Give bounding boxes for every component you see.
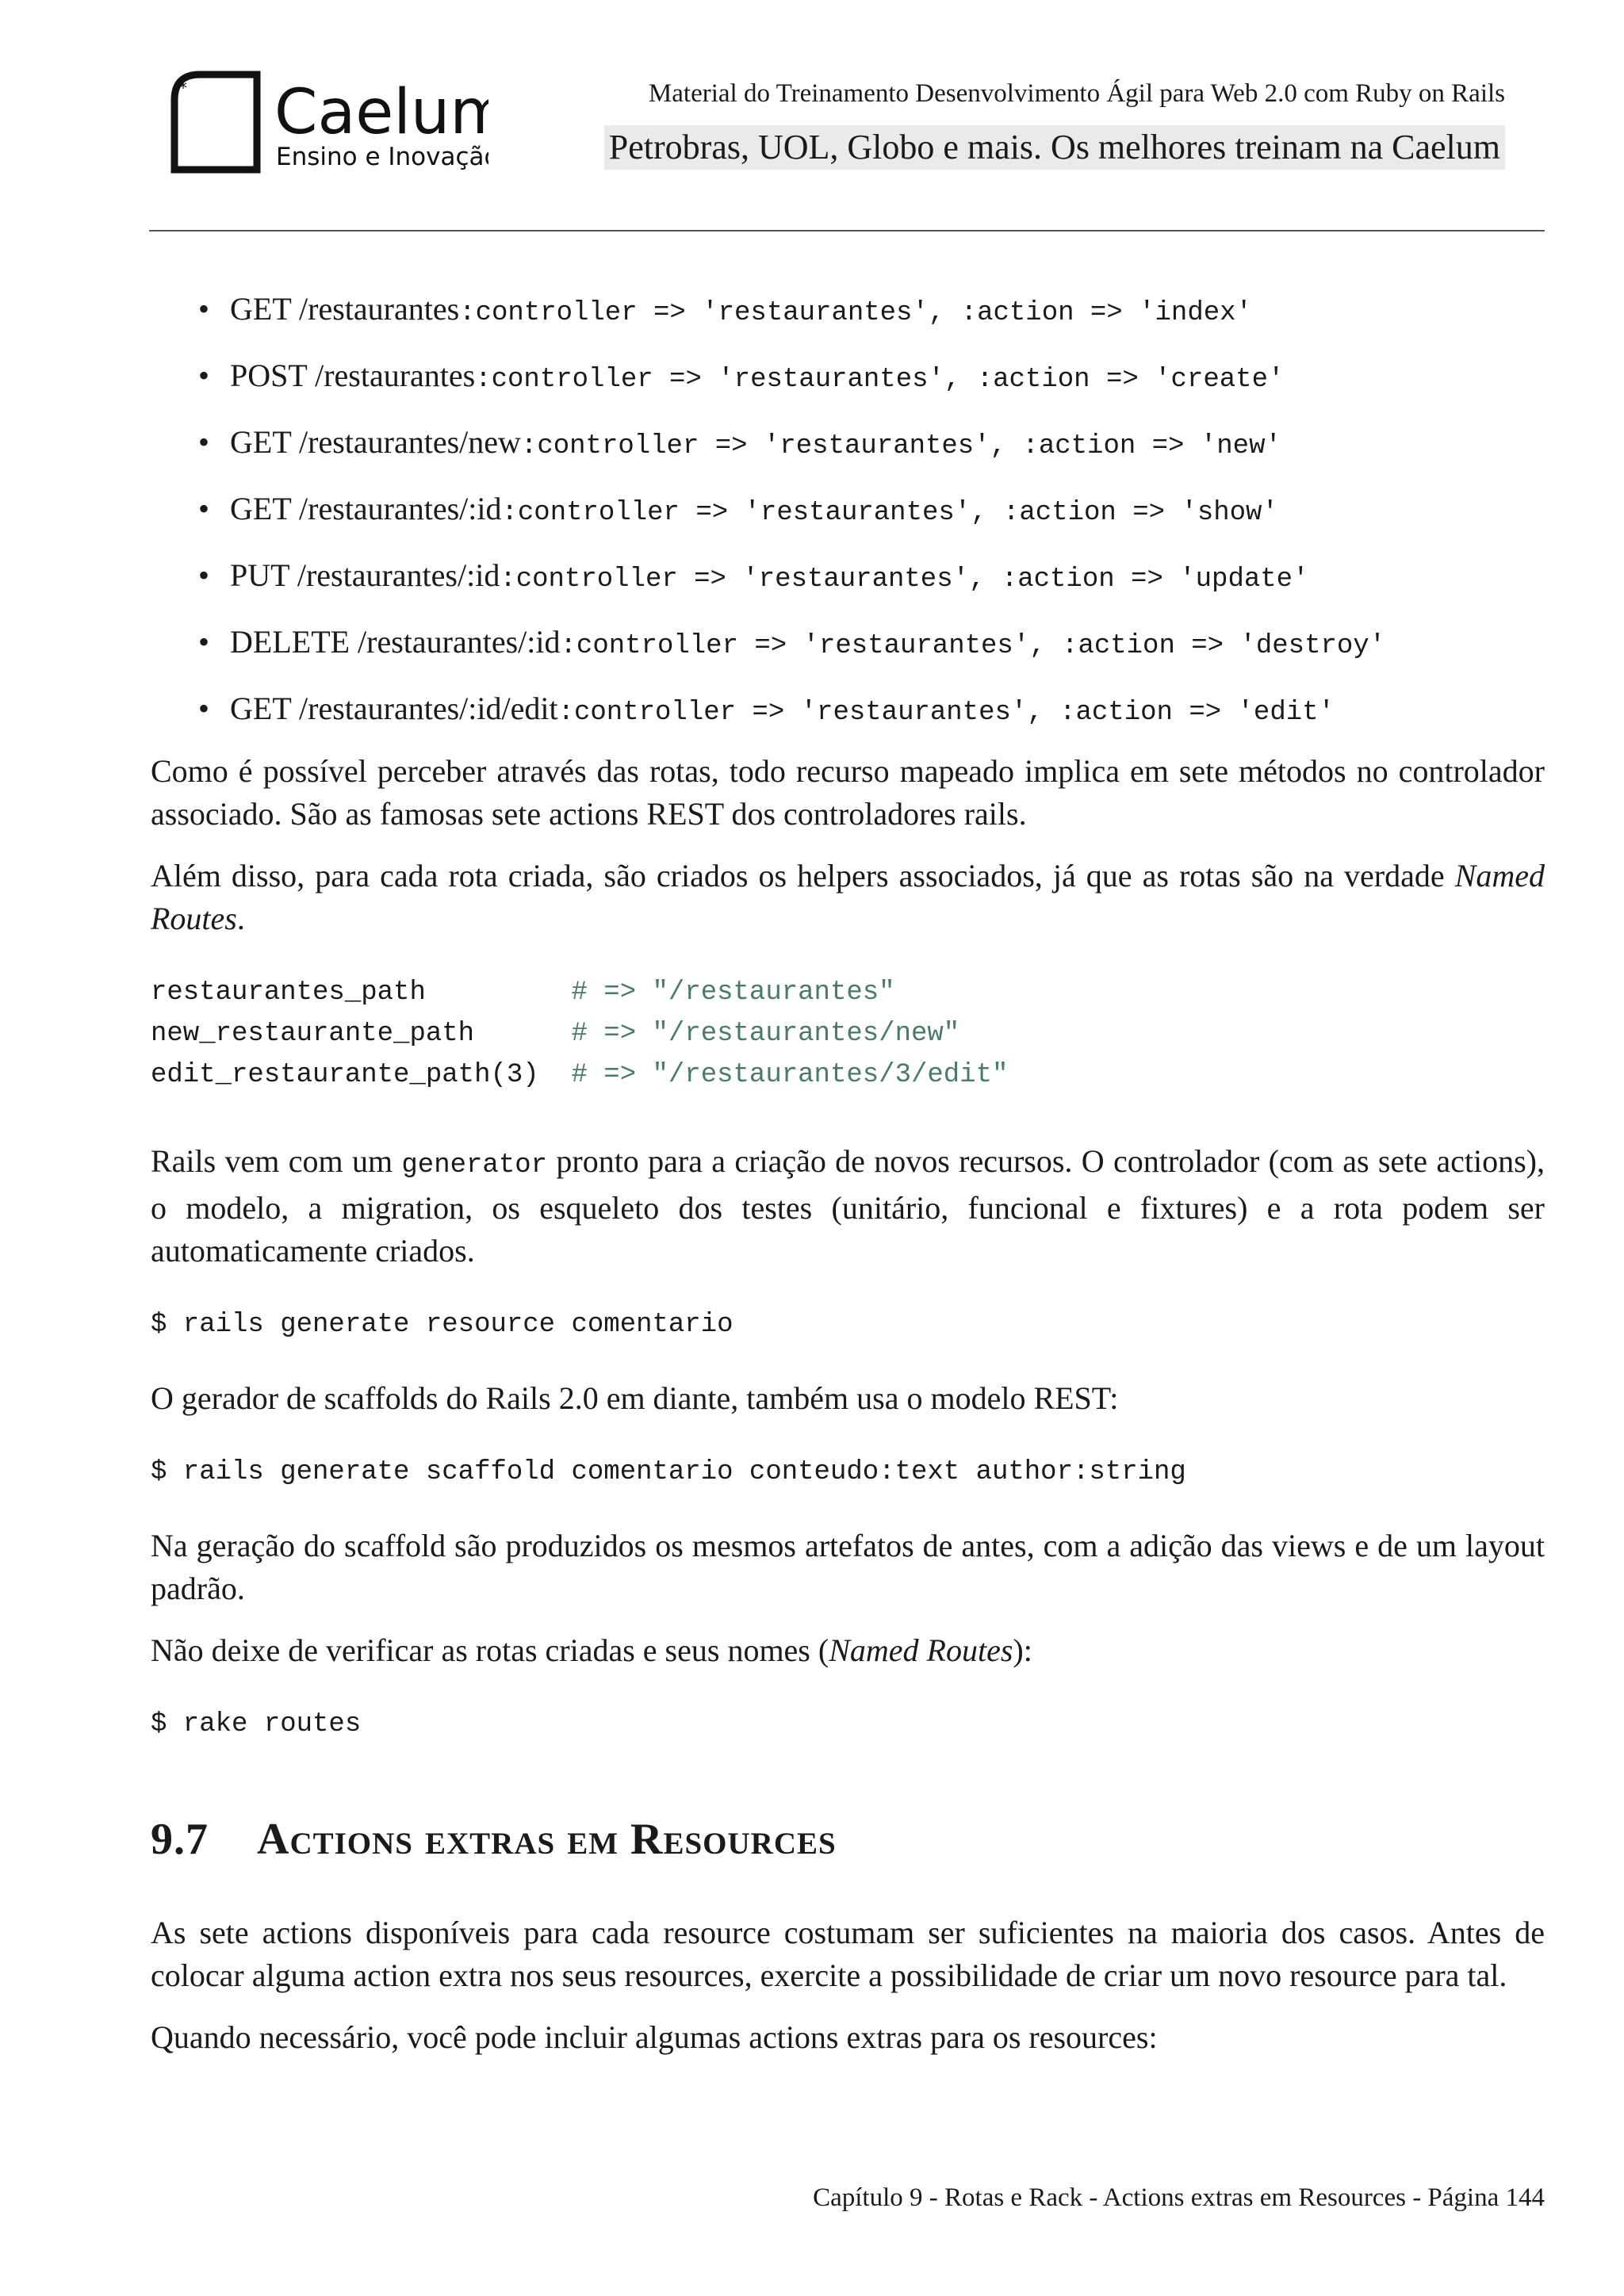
paragraph-scaffold-artifacts: Na geração do scaffold são produzidos os mesmos artefatos de antes, com a adição das views e de um layout padrão. [151,1528,1545,1606]
logo-text: Caelum [274,77,488,148]
code-line: restaurantes_path # => "/restaurantes" [151,978,895,1008]
list-item [151,683,1545,750]
route-mapping: :controller => 'restaurantes', :action => 'index' [459,298,1252,328]
code-block-helpers [151,972,1545,1096]
header-divider [149,230,1545,232]
route-mapping: :controller => 'restaurantes', :action => 'show' [501,498,1278,528]
paragraph-scaffold: O gerador de scaffolds do Rails 2.0 em diante, também usa o modelo REST: [151,1380,1119,1416]
list-item [151,484,1545,550]
list-item [151,284,1545,350]
logo-subtitle: Ensino e Inovação [276,143,488,171]
route-mapping: :controller => 'restaurantes', :action => 'destroy' [560,631,1386,661]
route-verb-path: GET /restaurantes [230,291,460,327]
paragraph-generator: Rails vem com um generator pronto para a criação de novos recursos. O controlador (com as sete actions), o modelo, a migration, os esqueleto dos testes (unitário, funcional e fixtures) e a rota podem ser automaticamente criados. [151,1143,1545,1269]
emphasis-named-routes: Named Routes [151,858,1545,936]
route-mapping: :controller => 'restaurantes', :action => 'new' [520,431,1281,461]
code-block-resource: $ rails generate resource comentario [151,1310,733,1340]
page-footer: Capítulo 9 - Rotas e Rack - Actions extras em Resources - Página 144 [813,2183,1545,2212]
paragraph-named-routes: Além disso, para cada rota criada, são criados os helpers associados, já que as rotas são na verdade Named Routes. [151,858,1545,936]
page-content [151,284,1545,2059]
route-verb-path: GET /restaurantes/:id/edit [230,691,558,726]
emphasis-named-routes: Named Routes [829,1632,1013,1668]
route-verb-path: GET /restaurantes/:id [230,491,502,526]
route-verb-path: GET /restaurantes/new [230,424,521,460]
list-item [151,617,1545,683]
header-title: Material do Treinamento Desenvolvimento Ágil para Web 2.0 com Ruby on Rails [648,79,1505,108]
caelum-logo-icon [155,68,488,176]
route-mapping: :controller => 'restaurantes', :action => 'edit' [557,698,1335,728]
section-number: 9.7 [151,1815,209,1864]
route-verb-path: POST /restaurantes [230,358,476,393]
section-title: Actions extras em Resources [257,1815,837,1864]
caelum-logo [155,68,488,176]
svg-text:*: * [179,78,187,98]
list-item [151,350,1545,417]
route-mapping: :controller => 'restaurantes', :action => 'create' [475,365,1285,395]
list-item [151,550,1545,617]
section-heading [151,1812,1545,1867]
paragraph-rest-actions: Como é possível perceber através das rotas, todo recurso mapeado implica em sete métodos no controlador associado. São as famosas sete actions REST dos controladores rails. [151,753,1545,832]
inline-code-generator: generator [401,1150,548,1181]
code-line: new_restaurante_path # => "/restaurantes/new" [151,1019,960,1049]
list-item [151,417,1545,484]
code-block-scaffold: $ rails generate scaffold comentario conteudo:text author:string [151,1457,1186,1487]
code-line: edit_restaurante_path(3) # => "/restaurantes/3/edit" [151,1060,1009,1090]
code-block-rake-routes: $ rake routes [151,1709,362,1739]
routes-list [151,284,1545,750]
route-verb-path: DELETE /restaurantes/:id [230,624,561,660]
header-tagline: Petrobras, UOL, Globo e mais. Os melhores treinam na Caelum [604,125,1505,170]
route-verb-path: PUT /restaurantes/:id [230,557,500,593]
paragraph-include-actions: Quando necessário, você pode incluir algumas actions extras para os resources: [151,2019,1158,2055]
route-mapping: :controller => 'restaurantes', :action => 'update' [500,564,1309,595]
paragraph-check-routes: Não deixe de verificar as rotas criadas e seus nomes (Named Routes): [151,1632,1032,1668]
paragraph-extra-actions: As sete actions disponíveis para cada resource costumam ser suficientes na maioria dos casos. Antes de colocar alguma action extra nos seus resources, exercite a possibilidade de criar um novo resource para tal. [151,1915,1545,1993]
